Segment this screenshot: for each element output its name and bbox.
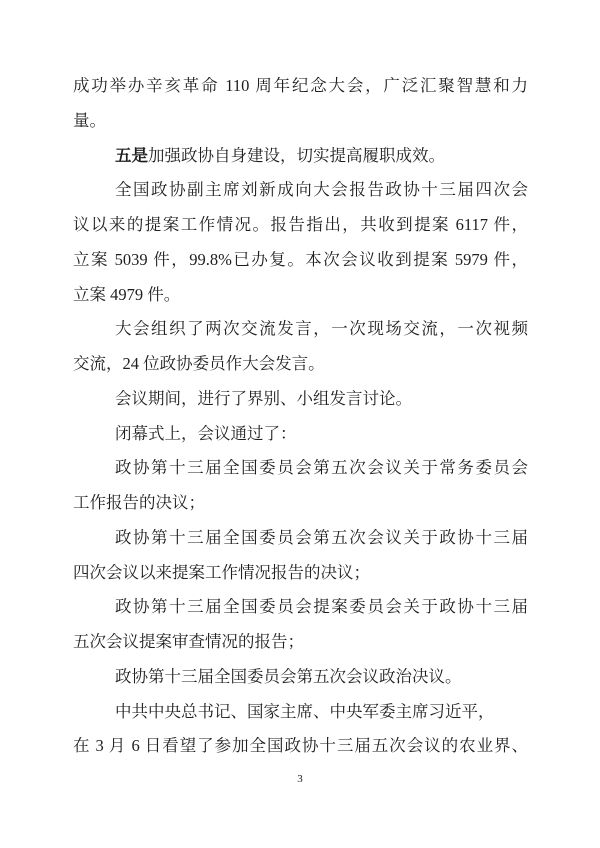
text-line: 五次会议提案审查情况的报告； — [73, 632, 304, 651]
text-line: 大会组织了两次交流发言，一次现场交流，一次视频 — [115, 319, 528, 339]
page-number: 3 — [297, 773, 303, 785]
text-line: 四次会议以来提案工作情况报告的决议； — [73, 562, 370, 582]
text-line: 政协第十三届全国委员会第五次会议关于常务委员会 — [115, 458, 528, 478]
text-line: 政协第十三届全国委员会第五次会议政治决议。 — [115, 666, 462, 686]
text-line: 全国政协副主席刘新成向大会报告政协十三届四次会 — [115, 180, 528, 200]
text-line: 议以来的提案工作情况。报告指出，共收到提案 6117 件， — [73, 215, 528, 234]
text-line: 政协第十三届全国委员会第五次会议关于政协十三届 — [115, 527, 528, 547]
text-block — [73, 69, 528, 764]
text-line: 成功举办辛亥革命 110 周年纪念大会，广泛汇聚智慧和力 — [73, 76, 528, 95]
text-line: 立案 5039 件，99.8%已办复。本次会议收到提案 5979 件， — [73, 249, 528, 269]
text-line: 在 3 月 6 日看望了参加全国政协十三届五次会议的农业界、 — [73, 736, 528, 756]
text-line: 量。 — [73, 110, 106, 130]
text-line: 中共中央总书记、国家主席、中央军委主席习近平， — [115, 701, 495, 721]
text-line: 五是加强政协自身建设，切实提高履职成效。 — [115, 145, 445, 165]
text-line: 会议期间，进行了界别、小组发言讨论。 — [115, 388, 412, 408]
text-line: 政协第十三届全国委员会提案委员会关于政协十三届 — [115, 597, 528, 617]
text-line: 闭幕式上，会议通过了： — [115, 423, 297, 443]
text-line: 工作报告的决议； — [73, 493, 205, 512]
text-line: 立案 4979 件。 — [73, 284, 181, 304]
bold-run: 五是 — [115, 145, 148, 165]
text-line: 交流，24 位政协委员作大会发言。 — [73, 354, 325, 373]
